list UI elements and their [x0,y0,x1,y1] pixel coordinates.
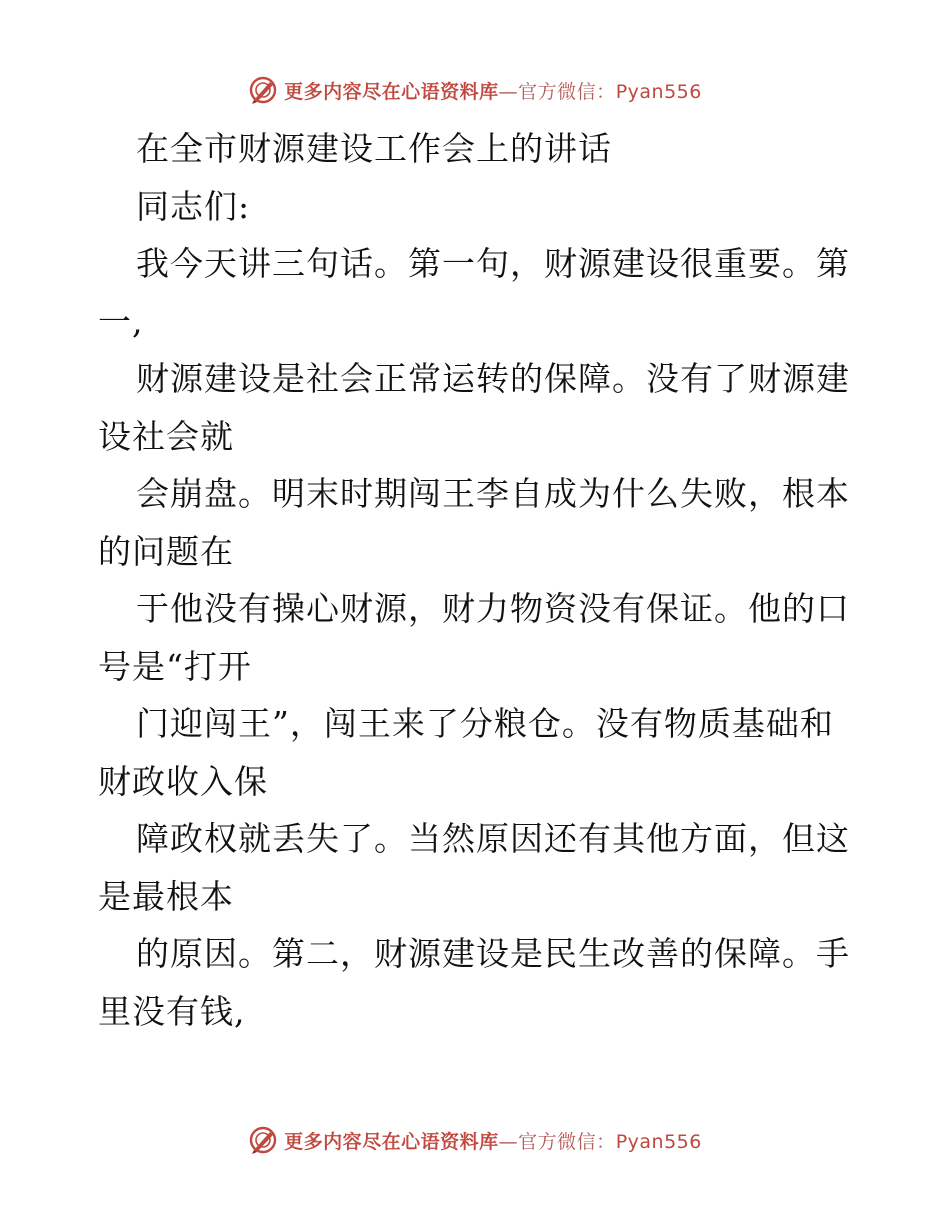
paragraph-line-continuation: 财政收入保 [98,761,268,801]
paragraph-line-continuation: 号是“打开 [98,646,252,686]
watermark-wechat-label: 官方微信： [518,80,616,103]
paragraph-line: 会崩盘。明末时期闯王李自成为什么失败，根本 [136,474,850,513]
paragraph-line-continuation: 里没有钱, [98,991,246,1031]
paragraph-line: 我今天讲三句话。第一句，财源建设很重要。第 [136,244,850,283]
watermark-wechat-id: Pyan556 [615,1130,702,1153]
watermark-text [284,77,702,104]
paragraph-line: 于他没有操心财源，财力物资没有保证。他的口 [136,589,850,628]
pen-circle-logo-icon [248,75,278,105]
watermark-brand: 更多内容尽在心语资料库 [284,80,499,103]
paragraph-line-continuation: 是最根本 [98,876,234,916]
document-title: 在全市财源建设工作会上的讲话 [136,129,612,168]
watermark-separator: — [498,1130,519,1153]
watermark-separator: — [498,80,519,103]
document-body [98,120,858,1040]
watermark-wechat-id: Pyan556 [615,80,702,103]
footer-watermark-banner [0,1120,950,1160]
paragraph-line-continuation: 的问题在 [98,531,234,571]
paragraph-line: 财源建设是社会正常运转的保障。没有了财源建 [136,359,850,398]
paragraph-line: 障政权就丢失了。当然原因还有其他方面，但这 [136,819,850,858]
paragraph-line: 门迎闯王”，闯王来了分粮仓。没有物质基础和 [136,704,834,743]
watermark-wechat-label: 官方微信： [518,1130,616,1153]
paragraph-line-continuation: 一, [98,301,144,341]
paragraph-line-continuation: 设社会就 [98,416,234,456]
pen-circle-logo-icon [248,1125,278,1155]
watermark-text [284,1127,702,1154]
watermark-brand: 更多内容尽在心语资料库 [284,1130,499,1153]
salutation: 同志们: [136,186,251,226]
paragraph-line: 的原因。第二，财源建设是民生改善的保障。手 [136,934,850,973]
header-watermark-banner [0,70,950,110]
